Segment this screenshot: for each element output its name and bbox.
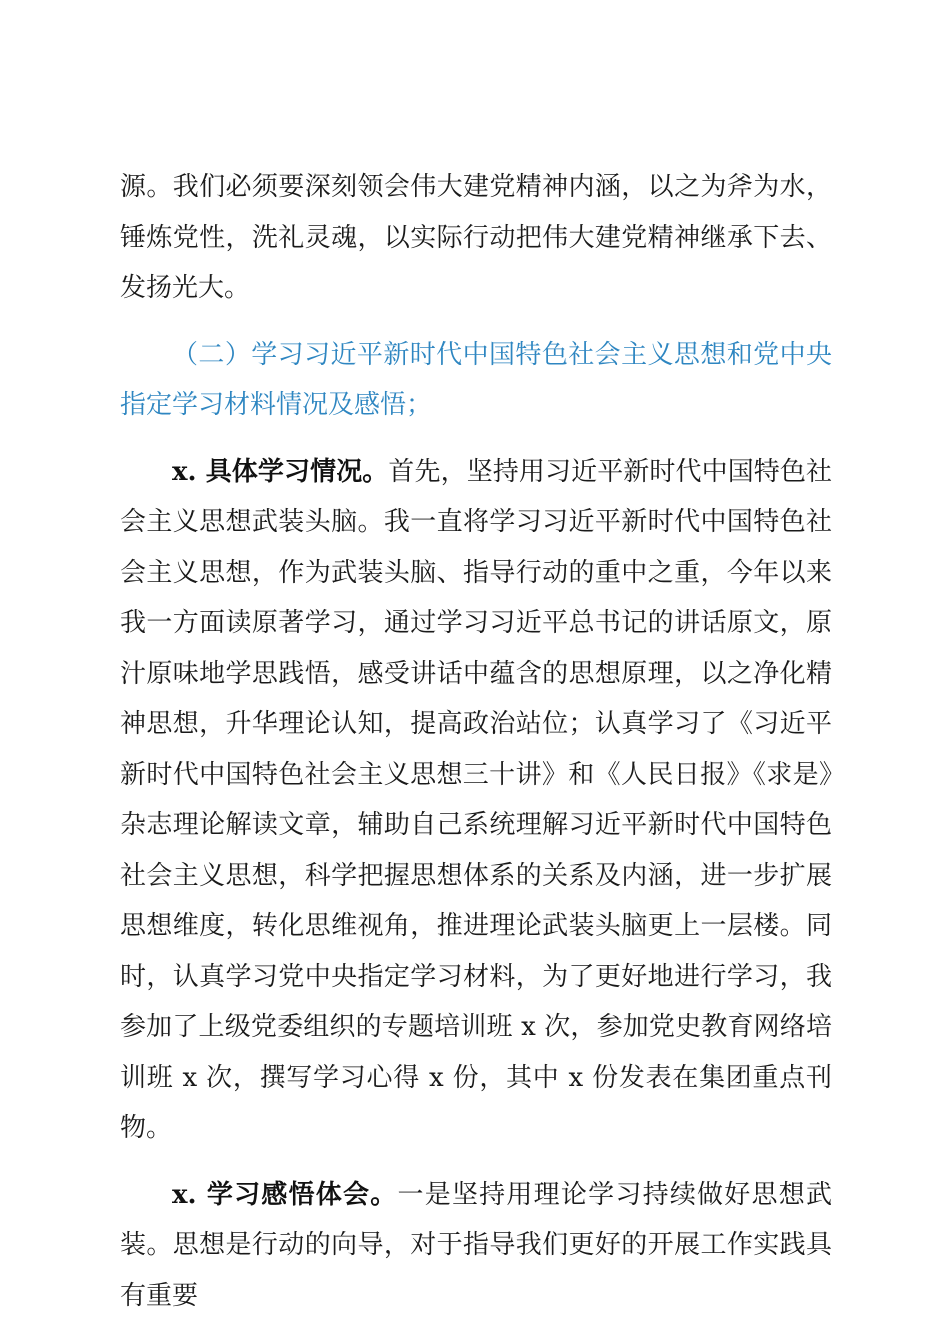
- paragraph-continuation: 源。我们必须要深刻领会伟大建党精神内涵，以之为斧为水，锤炼党性，洗礼灵魂，以实际行动把伟大建党精神继承下去、发扬光大。: [120, 172, 832, 303]
- paragraph-study-situation: [120, 447, 832, 1154]
- section-heading: （二）学习习近平新时代中国特色社会主义思想和党中央指定学习材料情况及感悟；: [120, 339, 832, 420]
- paragraph-study-insights: [120, 1170, 832, 1322]
- document-body: [120, 162, 832, 1321]
- paragraph-lead-study-situation: x. 具体学习情况。: [172, 456, 389, 487]
- paragraph-body-study-situation: 首先，坚持用习近平新时代中国特色社会主义思想武装头脑。我一直将学习习近平新时代中国特色社会主义思想，作为武装头脑、指导行动的重中之重，今年以来我一方面读原著学习，通过学习习近平总书记的讲话原文，原汁原味地学思践悟，感受讲话中蕴含的思想原理，以之净化精神思想，升华理论认知，提高政治站位；认真学习了《习近平新时代中国特色社会主义思想三十讲》和《人民日报》《求是》杂志理论解读文章，辅助自己系统理解习近平新时代中国特色社会主义思想，科学把握思想体系的关系及内涵，进一步扩展思想维度，转化思维视角，推进理论武装头脑更上一层楼。同时，认真学习党中央指定学习材料，为了更好地进行学习，我参加了上级党委组织的专题培训班 x 次，参加党史教育网络培训班 x 次，撰写学习心得 x 份，其中 x 份发表在集团重点刊物。: [120, 456, 832, 1143]
- paragraph-lead-study-insights: x. 学习感悟体会。: [172, 1179, 398, 1210]
- paragraph-body-study-insights: 一是坚持用理论学习持续做好思想武装。思想是行动的向导，对于指导我们更好的开展工作实践具有重要: [120, 1179, 832, 1311]
